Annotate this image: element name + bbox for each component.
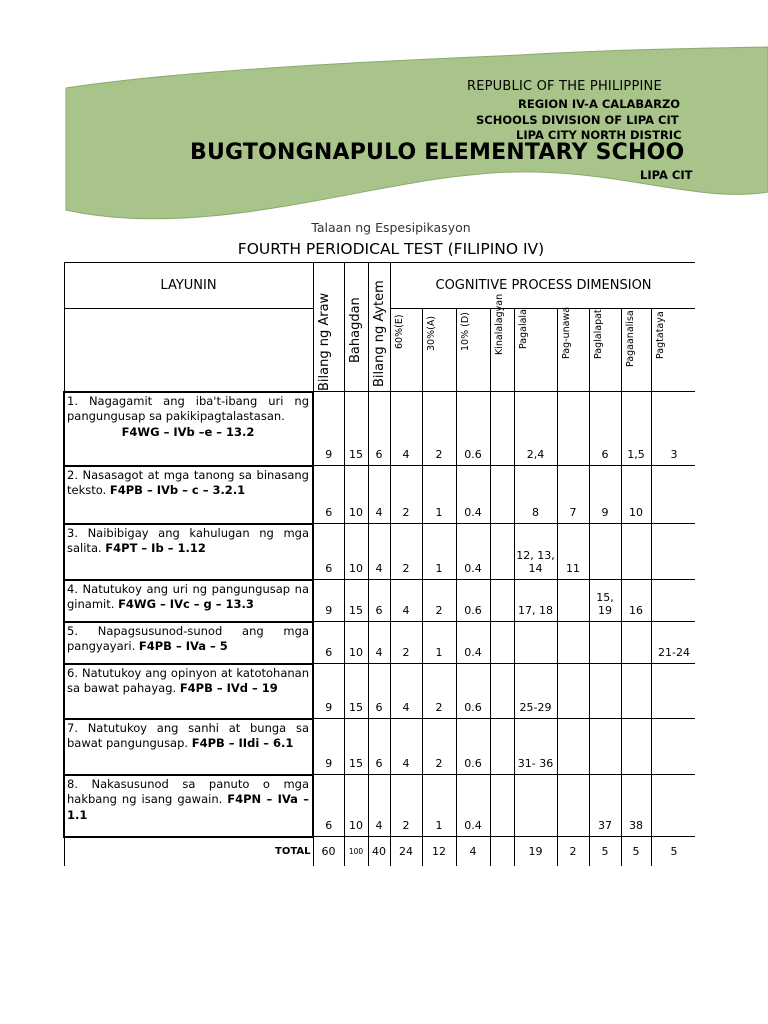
subheader-a [422,309,456,392]
cell-pagaanalisa: 16 [621,580,651,622]
cell-araw: 6 [313,622,344,664]
objective-text: 2. Nasasagot at mga tanong sa binasang teksto. [67,467,309,497]
cell-pagtataya [651,664,695,719]
header-bahagdan-label: Bahagdan [347,297,363,363]
table-row [64,775,695,837]
objective-text: 6. Natutukoy ang opinyon at katotohanan sa bawat pahayag. [67,665,309,695]
header-bilang-aytem-label: Bilang ng Aytem [371,280,387,387]
cell-d: 0.4 [456,466,490,524]
table-row [64,392,695,466]
total-pagtataya: 5 [651,837,695,867]
cell-pagunawa [557,580,589,622]
cell-pagtataya: 3 [651,392,695,466]
cell-pagalala: 12, 13, 14 [514,524,557,580]
cell-aytem: 6 [368,580,390,622]
cell-pagtataya [651,524,695,580]
total-bahagdan: 100 [344,837,368,867]
cell-bahagdan: 10 [344,466,368,524]
cell-bahagdan: 10 [344,524,368,580]
cell-pagunawa [557,719,589,775]
cell-kin [490,775,514,837]
subheader-pagaanalisa [621,309,651,392]
cell-pagaanalisa: 10 [621,466,651,524]
objective-cell [64,392,313,466]
cell-pagunawa [557,622,589,664]
cell-pagalala [514,775,557,837]
total-aytem: 40 [368,837,390,867]
cell-a: 1 [422,524,456,580]
table-row [64,622,695,664]
cell-araw: 9 [313,580,344,622]
cell-pagalala: 8 [514,466,557,524]
total-d: 4 [456,837,490,867]
cell-paglalapat [589,719,621,775]
cell-pagunawa [557,392,589,466]
objective-cell [64,580,313,622]
cell-kin [490,719,514,775]
cell-pagtataya [651,466,695,524]
cell-aytem: 4 [368,524,390,580]
header-cognitive-process: COGNITIVE PROCESS DIMENSION [390,263,695,309]
subheader-pagalala-label: Pagalala [517,309,529,349]
cell-e: 2 [390,775,422,837]
cell-aytem: 4 [368,466,390,524]
cell-kin [490,392,514,466]
objective-text: 1. Nagagamit ang iba't-ibang uri ng pangungusap sa pakikipagtalastasan. [67,393,309,423]
cell-aytem: 4 [368,775,390,837]
cell-paglalapat [589,664,621,719]
cell-pagunawa [557,775,589,837]
subheader-paglalapat-label: Paglalapat [592,309,604,359]
cell-pagaanalisa: 38 [621,775,651,837]
subheader-d-label: 10% (D) [459,312,471,351]
cell-paglalapat: 15, 19 [589,580,621,622]
table-row [64,664,695,719]
objective-text: 3. Naibibigay ang kahulugan ng mga salita. [67,525,309,555]
cell-d: 0.6 [456,580,490,622]
document-title: FOURTH PERIODICAL TEST (FILIPINO IV) [237,240,545,258]
header-layunin-blank [64,309,313,392]
cell-aytem: 6 [368,719,390,775]
republic-line: REPUBLIC OF THE PHILIPPINE [467,79,662,94]
cell-pagalala: 25-29 [514,664,557,719]
subheader-pagaanalisa-label: Pagaanalisa [624,310,636,367]
cell-d: 0.4 [456,524,490,580]
objective-cell [64,466,313,524]
cell-d: 0.4 [456,775,490,837]
specification-table-container [63,262,695,866]
total-pagaanalisa: 5 [621,837,651,867]
cell-bahagdan: 10 [344,622,368,664]
cell-e: 2 [390,622,422,664]
subheader-a-label: 30%(A) [425,315,437,351]
subheader-e [390,309,422,392]
cell-paglalapat: 37 [589,775,621,837]
cell-pagtataya [651,775,695,837]
objective-text: 7. Natutukoy ang sanhi at bunga sa bawat pangungusap. [67,720,309,750]
objective-cell [64,664,313,719]
cell-pagtataya [651,580,695,622]
document-subtitle: Talaan ng Espesipikasyon [311,220,471,235]
cell-e: 2 [390,466,422,524]
specification-table [63,262,695,866]
district-line: LIPA CITY NORTH DISTRIC [516,128,682,142]
total-pagalala: 19 [514,837,557,867]
cell-pagaanalisa [621,524,651,580]
cell-araw: 6 [313,775,344,837]
cell-a: 2 [422,580,456,622]
cell-pagaanalisa [621,664,651,719]
cell-e: 4 [390,392,422,466]
cell-e: 4 [390,719,422,775]
cell-bahagdan: 15 [344,664,368,719]
cell-a: 1 [422,466,456,524]
cell-d: 0.6 [456,664,490,719]
total-paglalapat: 5 [589,837,621,867]
cell-kin [490,622,514,664]
subheader-pagunawa-label: Pag-unawa [560,306,572,359]
cell-pagunawa: 7 [557,466,589,524]
cell-paglalapat [589,622,621,664]
subheader-e-label: 60%(E) [393,314,405,349]
competency-code: F4WG – IVb –e – 13.2 [121,424,255,439]
cell-d: 0.6 [456,392,490,466]
cell-a: 1 [422,622,456,664]
cell-pagtataya [651,719,695,775]
cell-a: 2 [422,664,456,719]
competency-code: F4WG – IVc – g – 13.3 [118,597,254,611]
cell-e: 2 [390,524,422,580]
total-a: 12 [422,837,456,867]
total-e: 24 [390,837,422,867]
cell-araw: 6 [313,466,344,524]
header-row-top [64,263,695,309]
cell-pagalala: 2,4 [514,392,557,466]
objective-text: 5. Napagsusunod-sunod ang mga pangyayari. [67,623,309,653]
total-kin [490,837,514,867]
total-pagunawa: 2 [557,837,589,867]
competency-code: F4PB – IVa – 5 [138,639,228,653]
header-bahagdan [344,263,368,392]
total-row [64,837,695,867]
subheader-pagtataya-label: Pagtataya [654,311,666,359]
region-line: REGION IV-A CALABARZO [518,97,681,111]
cell-e: 4 [390,664,422,719]
cell-pagunawa: 11 [557,524,589,580]
objective-text: 8. Nakasusunod sa panuto o mga hakbang ng isang gawain. [67,776,309,806]
subheader-pagalala [514,309,557,392]
cell-kin [490,466,514,524]
cell-pagalala: 31- 36 [514,719,557,775]
cell-aytem: 4 [368,622,390,664]
table-body [64,392,695,867]
cell-bahagdan: 15 [344,580,368,622]
school-name: BUGTONGNAPULO ELEMENTARY SCHOO [190,140,685,165]
header-bilang-araw-label: Bilang ng Araw [316,292,332,391]
objective-cell [64,622,313,664]
cell-kin [490,580,514,622]
cell-d: 0.4 [456,622,490,664]
cell-araw: 9 [313,392,344,466]
cell-paglalapat [589,524,621,580]
cell-kin [490,664,514,719]
cell-pagalala: 17, 18 [514,580,557,622]
table-row [64,719,695,775]
cell-pagunawa [557,664,589,719]
cell-pagtataya: 21-24 [651,622,695,664]
header-layunin: LAYUNIN [64,263,313,309]
city-line: LIPA CIT [640,168,693,182]
subheader-kinalalagyan [490,293,514,392]
cell-aytem: 6 [368,664,390,719]
subheader-pagtataya [651,309,695,392]
cell-bahagdan: 10 [344,775,368,837]
subheader-pagunawa [557,306,589,392]
cell-araw: 9 [313,719,344,775]
objective-cell [64,775,313,837]
objective-cell [64,719,313,775]
subheader-kinalalagyan-label: Kinalalagyan [493,293,505,355]
competency-code: F4PB – IVb – c – 3.2.1 [109,483,246,497]
cell-paglalapat: 6 [589,392,621,466]
header-bilang-araw [313,263,344,392]
cell-pagaanalisa: 1,5 [621,392,651,466]
total-araw: 60 [313,837,344,867]
cell-pagaanalisa [621,622,651,664]
school-header-banner [0,0,768,240]
cell-araw: 9 [313,664,344,719]
cell-paglalapat: 9 [589,466,621,524]
cell-araw: 6 [313,524,344,580]
competency-code: F4PN – IVa – 1.1 [67,792,310,822]
objective-text: 4. Natutukoy ang uri ng pangungusap na ginamit. [67,581,309,611]
cell-pagaanalisa [621,719,651,775]
cell-bahagdan: 15 [344,392,368,466]
subheader-d [456,309,490,392]
table-row [64,580,695,622]
total-label: TOTAL [64,837,313,867]
table-row [64,466,695,524]
cell-bahagdan: 15 [344,719,368,775]
competency-code: F4PB – IIdi – 6.1 [191,736,294,750]
cell-a: 1 [422,775,456,837]
cell-d: 0.6 [456,719,490,775]
cell-pagalala [514,622,557,664]
competency-code: F4PB – IVd – 19 [179,681,278,695]
cell-a: 2 [422,719,456,775]
subheader-paglalapat [589,309,621,392]
cell-kin [490,524,514,580]
header-bilang-aytem [368,263,390,392]
division-line: SCHOOLS DIVISION OF LIPA CIT [476,113,679,127]
cell-e: 4 [390,580,422,622]
objective-cell [64,524,313,580]
cell-aytem: 6 [368,392,390,466]
competency-code: F4PT – Ib – 1.12 [105,541,206,555]
table-row [64,524,695,580]
cell-a: 2 [422,392,456,466]
